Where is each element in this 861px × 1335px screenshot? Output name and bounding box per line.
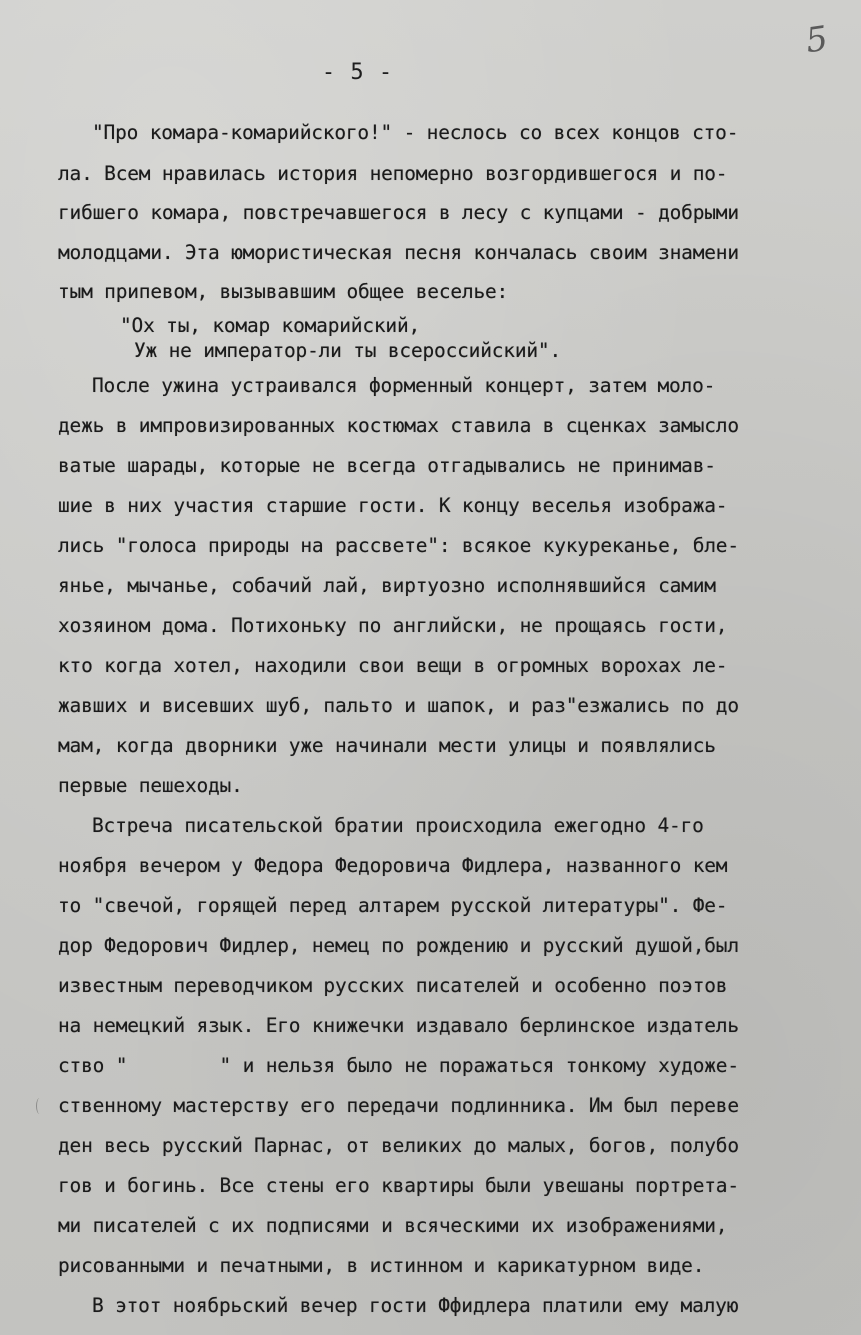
- text-line: ми писателей с их подписями и всяческими их изображениями,: [58, 1214, 728, 1237]
- text-line: мам, когда дворники уже начинали мести улицы и появлялись: [58, 734, 716, 757]
- text-line: дор Федорович Фидлер, немец по рождению и русский душой,был: [58, 934, 739, 957]
- text-line: дежь в импровизированных костюмах ставила в сценках замысло: [58, 414, 739, 437]
- text-line: ство " " и нельзя было не поражаться тонкому художе-: [58, 1054, 739, 1077]
- text-line: ноября вечером у Федора Федоровича Фидлера, названного кем: [58, 854, 728, 877]
- verse-line: "Ох ты, комар комарийский,: [120, 314, 421, 337]
- text-line: ден весь русский Парнас, от великих до малых, богов, полубо: [58, 1134, 739, 1157]
- typed-page-number: - 5 -: [321, 60, 394, 85]
- text-line: Встреча писательской братии происходила ежегодно 4-го: [92, 814, 704, 837]
- text-line: ла. Всем нравилась история непомерно возгордившегося и по-: [58, 162, 728, 185]
- text-line: хозяином дома. Потихоньку по английски, не прощаясь гости,: [58, 614, 728, 637]
- text-line: ватые шарады, которые не всегда отгадывались не принимав-: [58, 454, 716, 477]
- margin-mark: [36, 1098, 43, 1114]
- text-line: гибшего комара, повстречавшегося в лесу с купцами - добрыми: [58, 201, 739, 224]
- text-line: лись "голоса природы на рассвете": всякое кукуреканье, бле-: [58, 534, 739, 557]
- text-line: жавших и висевших шуб, пальто и шапок, и раз"езжались по до: [58, 694, 739, 717]
- text-line: первые пешеходы.: [58, 774, 243, 797]
- text-line: "Про комара-комарийского!" - неслось со всех концов сто-: [92, 121, 739, 144]
- text-line: рисованными и печатными, в истинном и карикатурном виде.: [58, 1254, 705, 1277]
- text-line: кто когда хотел, находили свои вещи в огромных ворохах ле-: [58, 654, 728, 677]
- handwritten-page-number: 5: [803, 18, 831, 62]
- text-line: на немецкий язык. Его книжечки издавало берлинское издатель: [58, 1014, 739, 1037]
- verse-line: Уж не император-ли ты всероссийский".: [134, 339, 561, 362]
- text-line: тым припевом, вызывавшим общее веселье:: [58, 280, 509, 303]
- text-line: шие в них участия старшие гости. К концу веселья изобража-: [58, 494, 728, 517]
- text-line: В этот ноябрьский вечер гости Ффидлера платили ему малую: [92, 1294, 739, 1317]
- text-line: янье, мычанье, собачий лай, виртуозно исполнявшийся самим: [58, 574, 716, 597]
- text-line: молодцами. Эта юмористическая песня кончалась своим знамени: [58, 241, 739, 264]
- text-line: то "свечой, горящей перед алтарем русской литературы". Фе-: [58, 894, 728, 917]
- text-line: После ужина устраивался форменный концерт, затем моло-: [92, 374, 716, 397]
- text-line: ственному мастерству его передачи подлинника. Им был переве: [58, 1094, 739, 1117]
- text-line: известным переводчиком русских писателей и особенно поэтов: [58, 974, 728, 997]
- text-line: гов и богинь. Все стены его квартиры были увешаны портрета-: [58, 1174, 739, 1197]
